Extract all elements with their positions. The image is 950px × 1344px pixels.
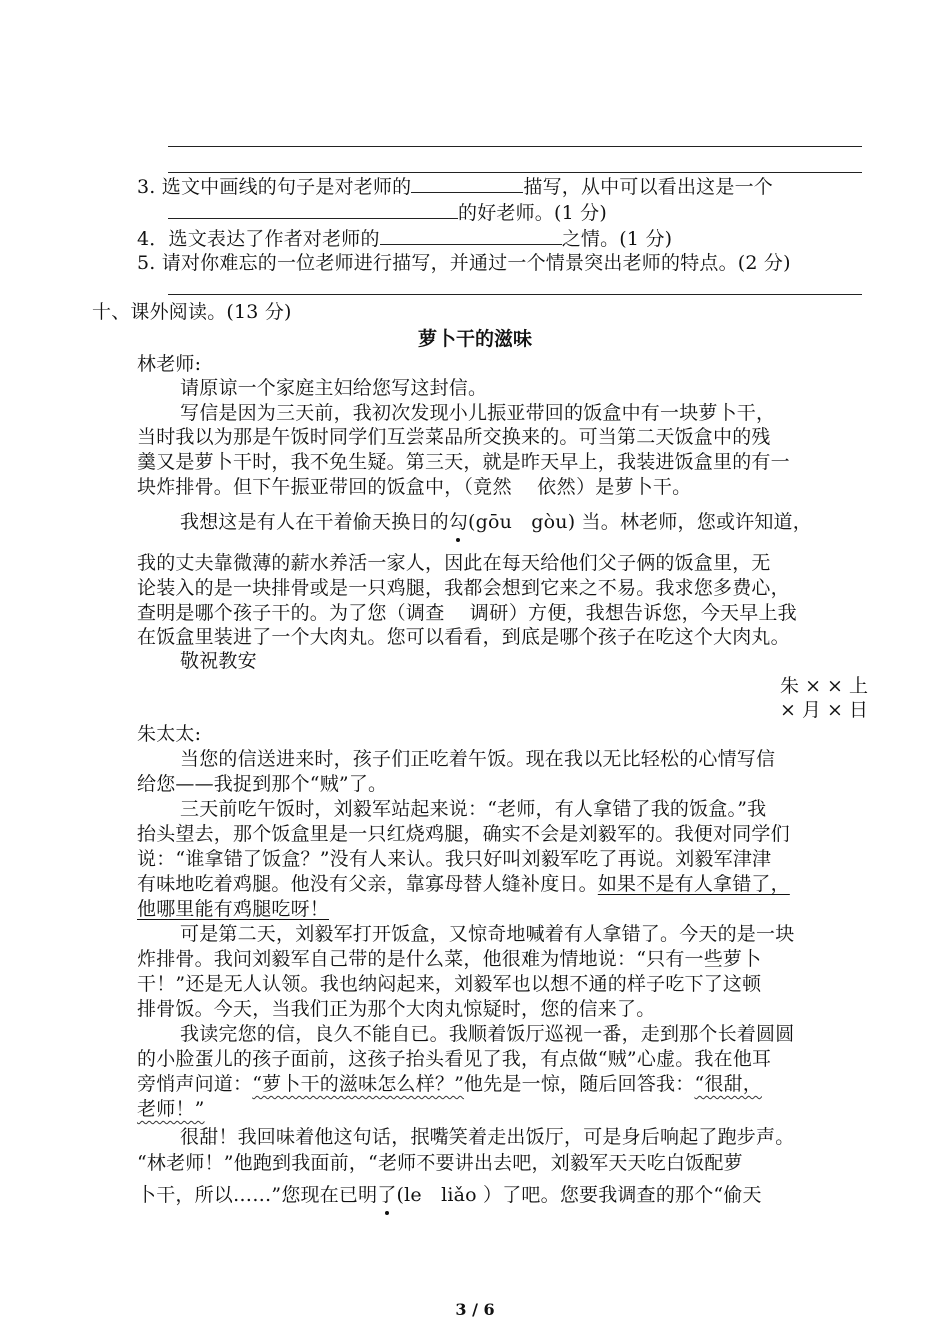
choice-option: 依然 [537, 476, 577, 498]
paragraph-line: 我的丈夫靠微薄的薪水养活一家人，因此在每天给他们父子俩的饭盒里，无 [137, 552, 771, 574]
choice-option: 调研 [469, 602, 509, 624]
paragraph-line: 说：“谁拿错了饭盒？”没有人来认。我只好叫刘毅军吃了再说。刘毅军津津 [137, 848, 772, 870]
question-5: 5. 请对你难忘的一位老师进行描写，并通过一个情景突出老师的特点。(2 分) [137, 252, 791, 274]
paragraph-line: 请原谅一个家庭主妇给您写这封信。 [180, 377, 488, 399]
answer-line [168, 294, 862, 295]
question-3-text: 描写，从中可以看出这是一个 [523, 176, 773, 198]
paragraph-line: 的小脸蛋儿的孩子面前，这孩子抬头看见了我，有点做“贼”心虚。我在他耳 [137, 1048, 772, 1070]
text-span: (gōu gòu) 当。林老师，您或许知道， [468, 511, 812, 533]
paragraph-line: 当您的信送进来时，孩子们正吃着午饭。现在我以无比轻松的心情写信 [180, 748, 776, 770]
paragraph-line [137, 872, 790, 896]
text-span: 旁悄声问道： [137, 1073, 253, 1095]
paragraph-line: 我读完您的信，良久不能自已。我顺着饭厅巡视一番，走到那个长着圆圆 [180, 1023, 795, 1045]
answer-blank [411, 174, 523, 193]
article-title: 萝卜干的滋味 [417, 328, 532, 350]
answer-blank [380, 226, 562, 245]
letter-closing: 敬祝教安 [180, 650, 257, 672]
paragraph-line: 在饭盒里装进了一个大肉丸。您可以看看，到底是哪个孩子在吃这个大肉丸。 [137, 626, 790, 648]
text-span: 卜干，所以……”您现在已明 [137, 1184, 378, 1206]
paragraph-line: 炸排骨。我问刘毅军自己带的是什么菜，他很难为情地说：“只有一些萝卜 [137, 948, 762, 970]
text-span: ）是萝卜干。 [576, 476, 692, 498]
underlined-sentence: 他哪里能有鸡腿吃呀！ [137, 898, 330, 920]
question-3-text: 3. 选文中画线的句子是对老师的 [137, 176, 412, 198]
text-span: 他先是一惊，随后回答我： [464, 1073, 695, 1095]
wavy-underlined-text: 老师！” [137, 1098, 205, 1120]
text-span: 有味地吃着鸡腿。他没有父亲，靠寡母替人缝补度日。 [137, 873, 598, 895]
letter-salutation: 林老师: [137, 353, 202, 375]
paragraph-line [137, 1097, 205, 1121]
text-span: ）方便，我想告诉您，今天早上我 [508, 602, 797, 624]
question-4 [137, 226, 672, 251]
answer-blank [168, 200, 458, 219]
paragraph-line: 羹又是萝卜干时，我不免生疑。第三天，就是昨天早上，我装进饭盒里的有一 [137, 451, 790, 473]
answer-line [168, 146, 862, 147]
dotted-character: 了 [377, 1184, 397, 1206]
paragraph-line: 可是第二天，刘毅军打开饭盒，又惊奇地喊着有人拿错了。今天的是一块 [180, 923, 795, 945]
choice-option: 竟然 [473, 476, 513, 498]
letter-salutation: 朱太太: [137, 723, 202, 745]
text-span: 我想这是有人在干着偷天换日的 [180, 511, 449, 533]
dotted-character: 勾 [448, 511, 469, 533]
wavy-underlined-text: “很甜， [694, 1073, 762, 1095]
paragraph-line: 写信是因为三天前，我初次发现小儿振亚带回的饭盒中有一块萝卜干， [180, 402, 776, 424]
question-3 [137, 174, 773, 199]
paragraph-line [137, 601, 797, 625]
letter-date: × 月 × 日 [780, 699, 868, 721]
question-3-cont [168, 200, 607, 225]
paragraph-line: 论装入的是一块排骨或是一只鸡腿，我都会想到它来之不易。我求您多费心， [137, 577, 790, 599]
paragraph-line [180, 510, 812, 534]
paragraph-line: 三天前吃午饭时，刘毅军站起来说：“老师，有人拿错了我的饭盒。”我 [180, 798, 767, 820]
choice-option: 调查 [405, 602, 445, 624]
paragraph-line: 排骨饭。今天，当我们正为那个大肉丸惊疑时，您的信来了。 [137, 998, 656, 1020]
text-span: (le liǎo ）了吧。您要我调查的那个“偷天 [396, 1184, 762, 1206]
text-span: 查明是哪个孩子干的。为了您（ [137, 602, 406, 624]
letter-signature: 朱 × × 上 [780, 675, 868, 697]
paragraph-line [137, 897, 329, 921]
paragraph-line: 很甜！我回味着他这句话，抿嘴笑着走出饭厅，可是身后响起了跑步声。 [180, 1126, 795, 1148]
wavy-underlined-text: “萝卜干的滋味怎么样？” [252, 1073, 465, 1095]
section-heading: 十、课外阅读。(13 分) [92, 301, 292, 323]
paragraph-line [137, 1183, 762, 1207]
answer-line [168, 172, 862, 173]
question-3-text: 的好老师。(1 分) [458, 202, 607, 224]
underlined-sentence: 如果不是有人拿错了， [597, 873, 790, 895]
paragraph-line: “林老师！”他跑到我面前，“老师不要讲出去吧，刘毅军天天吃白饭配萝 [137, 1152, 743, 1174]
text-span: 块炸排骨。但下午振亚带回的饭盒中，（ [137, 476, 474, 498]
paragraph-line [137, 1072, 762, 1096]
paragraph-line: 干！”还是无人认领。我也纳闷起来，刘毅军也以想不通的样子吃下了这顿 [137, 973, 762, 995]
paragraph-line: 抬头望去，那个饭盒里是一只红烧鸡腿，确实不会是刘毅军的。我便对同学们 [137, 823, 790, 845]
question-4-text: 之情。(1 分) [561, 228, 673, 250]
paragraph-line [137, 475, 691, 499]
question-4-text: 4．选文表达了作者对老师的 [137, 228, 380, 250]
page-number: 3 / 6 [455, 1300, 495, 1319]
paragraph-line: 当时我以为那是午饭时同学们互尝菜品所交换来的。可当第二天饭盒中的残 [137, 426, 771, 448]
paragraph-line: 给您——我捉到那个“贼”了。 [137, 773, 388, 795]
